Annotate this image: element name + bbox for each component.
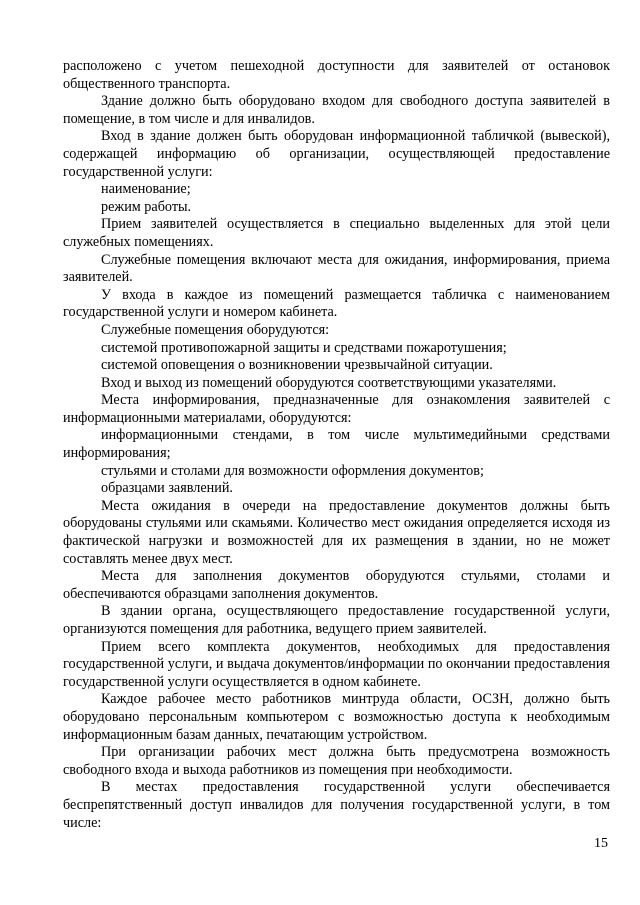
paragraph: Каждое рабочее место работников минтруда области, ОСЗН, должно быть оборудовано персональным компьютером с возможностью доступа к необходимым информационным базам данных, печатающим устройством. bbox=[63, 691, 610, 743]
paragraph: расположено с учетом пешеходной доступности для заявителей от остановок общественного транспорта. bbox=[63, 58, 610, 92]
list-item: наименование; bbox=[101, 181, 191, 198]
paragraph: Прием заявителей осуществляется в специально выделенных для этой цели служебных помещениях. bbox=[63, 216, 610, 250]
paragraph: Места ожидания в очереди на предоставление документов должны быть оборудованы стульями или скамьями. Количество мест ожидания определяется исходя из фактической нагрузки и возможностей для их размещения в здании, но не может составлять менее двух мест. bbox=[63, 497, 610, 567]
paragraph: Места для заполнения документов оборудуются стульями, столами и обеспечиваются образцами заполнения документов. bbox=[63, 568, 610, 602]
paragraph: Служебные помещения оборудуются: bbox=[101, 321, 330, 338]
list-item: стульями и столами для возможности оформления документов; bbox=[101, 462, 484, 479]
list-item: образцами заявлений. bbox=[101, 480, 233, 497]
paragraph: При организации рабочих мест должна быть предусмотрена возможность свободного входа и выхода работников из помещения при необходимости. bbox=[63, 744, 610, 778]
list-item: режим работы. bbox=[101, 198, 192, 215]
paragraph: У входа в каждое из помещений размещается табличка с наименованием государственной услуги и номером кабинета. bbox=[63, 286, 610, 321]
paragraph: В местах предоставления государственной услуги обеспечивается беспрепятственный доступ инвалидов для получения государственной услуги, в том числе: bbox=[63, 779, 610, 831]
paragraph: В здании органа, осуществляющего предоставление государственной услуги, организуются помещения для работника, ведущего прием заявителей. bbox=[63, 603, 610, 637]
paragraph: Вход в здание должен быть оборудован информационной табличкой (вывеской), содержащей информацию об организации, осуществляющей предоставление государственной услуги: bbox=[63, 128, 610, 180]
paragraph: Прием всего комплекта документов, необходимых для предоставления государственной услуги, и выдача документов/информации по окончании предоставления государственной услуги осуществляется в одном кабинете. bbox=[63, 638, 610, 690]
list-item: системой оповещения о возникновении чрезвычайной ситуации. bbox=[101, 357, 493, 374]
list-item: системой противопожарной защиты и средствами пожаротушения; bbox=[101, 339, 507, 356]
document-page bbox=[63, 58, 610, 832]
paragraph: Вход и выход из помещений оборудуются соответствующими указателями. bbox=[101, 374, 557, 391]
paragraph: Здание должно быть оборудовано входом для свободного доступа заявителей в помещение, в том числе и для инвалидов. bbox=[63, 93, 610, 127]
paragraph: Служебные помещения включают места для ожидания, информирования, приема заявителей. bbox=[63, 251, 610, 286]
list-item: информационными стендами, в том числе мультимедийными средствами информирования; bbox=[63, 427, 610, 462]
paragraph: Места информирования, предназначенные для ознакомления заявителей с информационными материалами, оборудуются: bbox=[63, 392, 610, 426]
page-number: 15 bbox=[594, 836, 608, 851]
